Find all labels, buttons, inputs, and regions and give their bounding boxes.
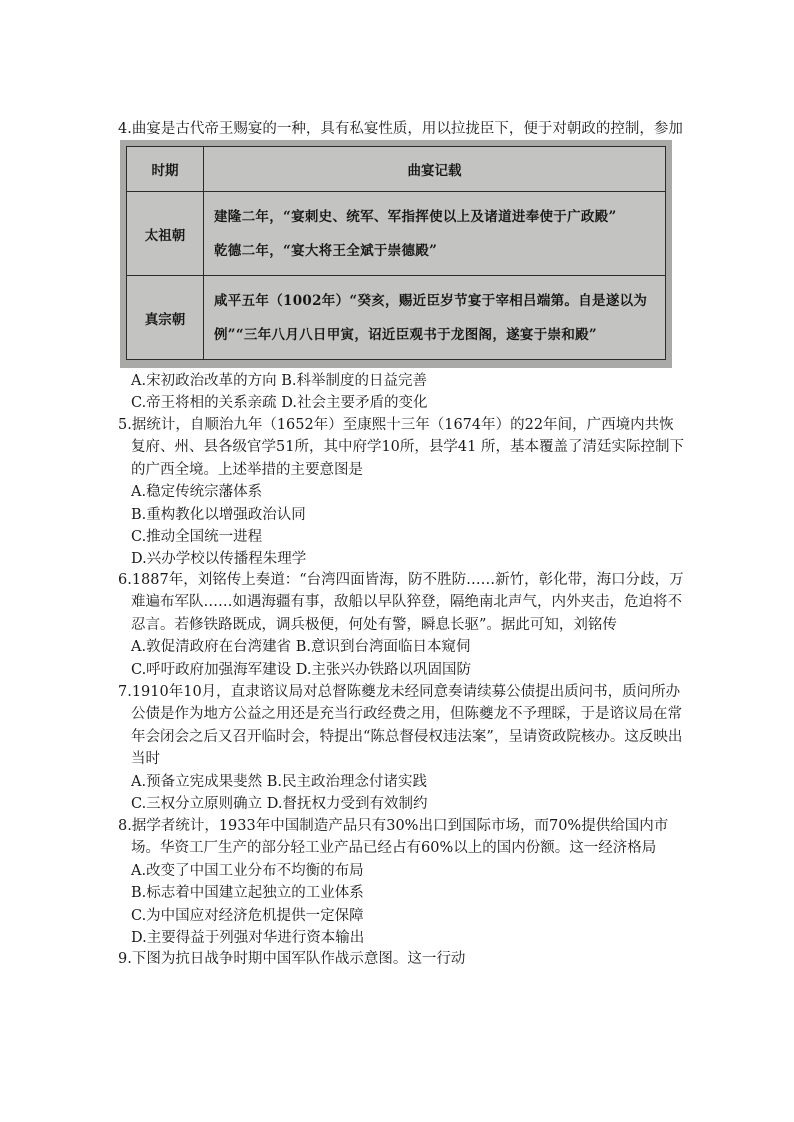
option-a[interactable]: A.改变了中国工业分布不均衡的布局 <box>131 862 364 879</box>
table-row <box>127 192 666 276</box>
question-8 <box>118 815 688 949</box>
table-cell-record <box>204 276 666 360</box>
question-9 <box>118 948 688 970</box>
record-line: 建隆二年，“宴刺史、统军、军指挥使以上及诸道进奉使于广政殿” <box>214 208 617 225</box>
option-line[interactable]: A.预备立宪成果斐然 B.民主政治理念付诸实践 <box>131 773 427 790</box>
question-7-stem: 7.1910年10月，直隶谘议局对总督陈夔龙未经同意奏请续募公债提出质问书，质问所办公债是作为地方公益之用还是充当行政经费之用，但陈夔龙不予理睬，于是谘议局在常年会闭会之后又召开临时会，特提出“陈总督侵权违法案”，呈请资政院核办。这反映出当时 <box>118 684 683 768</box>
question-4-options <box>118 370 688 415</box>
option-c[interactable]: C.推动全国统一进程 <box>131 529 263 546</box>
question-5-stem: 5.据统计，自顺治九年（1652年）至康熙十三年（1674年）的22年间，广西境内共恢复府、州、县各级官学51所，其中府学10所，县学41 所，基本覆盖了清廷实际控制下的广西全境。上述举措的主要意图是 <box>118 417 684 478</box>
table-header-record: 曲宴记载 <box>204 147 666 192</box>
record-line: 乾德二年，“宴大将王全斌于崇德殿” <box>214 242 438 259</box>
table-header-period: 时期 <box>127 147 204 192</box>
option-line[interactable]: C.帝王将相的关系亲疏 D.社会主要矛盾的变化 <box>131 395 428 412</box>
option-c[interactable]: C.为中国应对经济危机提供一定保障 <box>131 907 364 924</box>
question-8-stem: 8.据学者统计，1933年中国制造产品只有30%出口到国际市场，而70%提供给国内市场。华资工厂生产的部分轻工业产品已经占有60%以上的国内份额。这一经济格局 <box>118 818 669 857</box>
table-cell-period: 太祖朝 <box>127 192 204 276</box>
option-d[interactable]: D.主要得益于列强对华进行资本输出 <box>131 930 365 947</box>
option-line[interactable]: A.敦促清政府在台湾建省 B.意识到台湾面临日本窥伺 <box>131 639 471 656</box>
option-d[interactable]: D.兴办学校以传播程朱理学 <box>131 551 307 568</box>
option-b[interactable]: B.重构教化以增强政治认同 <box>131 506 306 523</box>
question-4-stem: 4.曲宴是古代帝王赐宴的一种，具有私宴性质，用以拉拢臣下，便于对朝政的控制，参加 <box>118 121 683 137</box>
record-line: 咸平五年（1002年）“癸亥，赐近臣岁节宴于宰相吕端第。自是遂以为 <box>214 292 648 309</box>
table-cell-record <box>204 192 666 276</box>
table-cell-period: 真宗朝 <box>127 276 204 360</box>
option-a[interactable]: A.稳定传统宗藩体系 <box>131 484 263 501</box>
option-line[interactable]: C.呼吁政府加强海军建设 D.主张兴办铁路以巩固国防 <box>131 661 472 678</box>
option-line[interactable]: C.三权分立原则确立 D.督抚权力受到有效制约 <box>131 796 428 813</box>
table-row <box>127 276 666 360</box>
banquet-table <box>126 146 666 360</box>
question-6-stem: 6.1887年，刘铭传上奏道：“台湾四面皆海，防不胜防……新竹，彰化带，海口分歧，万难遍布军队……如遇海疆有事，敌船以早队猝登，隔绝南北声气，内外夹击，危迫将不忍言。若修铁路既成，调兵极便，何处有警，瞬息长驱”。据此可知，刘铭传 <box>118 572 684 633</box>
banquet-table-image <box>120 140 672 368</box>
question-9-stem: 9.下图为抗日战争时期中国军队作战示意图。这一行动 <box>118 951 466 967</box>
question-7 <box>118 681 688 815</box>
record-line: 例”“三年八月八日甲寅，诏近臣观书于龙图阁，遂宴于崇和殿” <box>214 326 597 343</box>
option-line[interactable]: A.宋初政治改革的方向 B.科举制度的日益完善 <box>131 373 427 389</box>
option-b[interactable]: B.标志着中国建立起独立的工业体系 <box>131 885 364 902</box>
question-5 <box>118 414 688 571</box>
question-6 <box>118 569 688 681</box>
table-header-row <box>127 147 666 192</box>
